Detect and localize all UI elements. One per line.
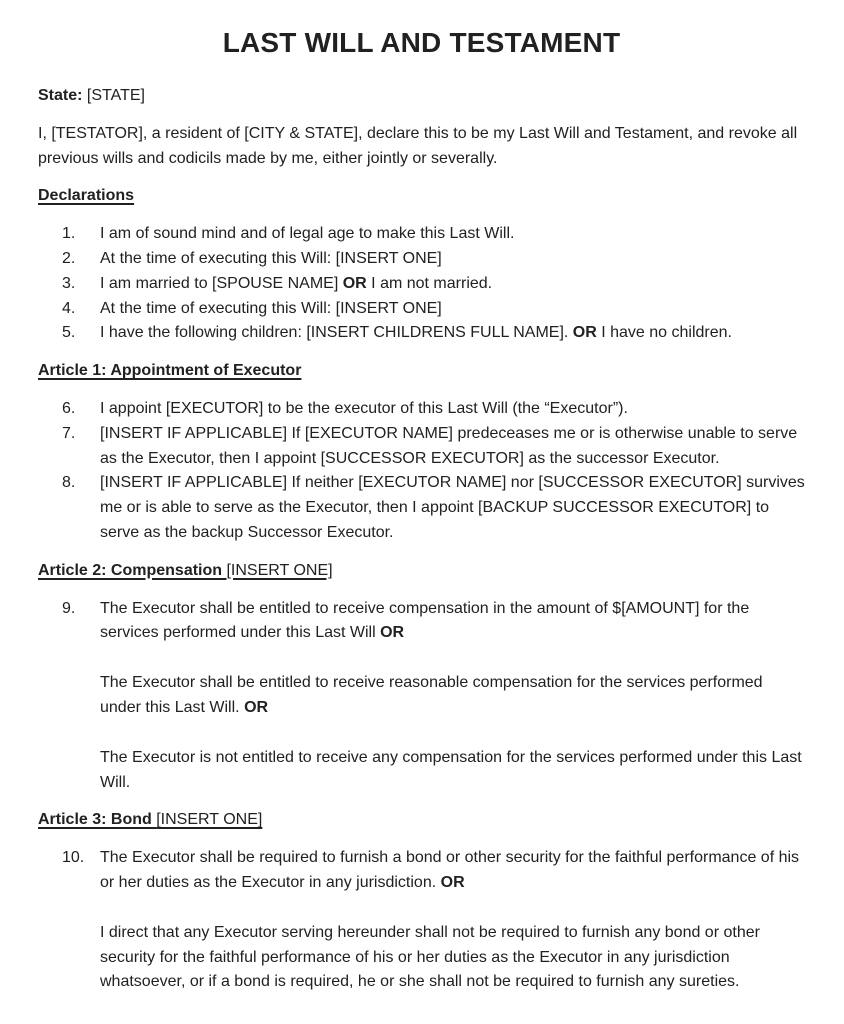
text-run: I have no children. [596, 324, 732, 342]
list-item-number: 1. [62, 225, 76, 243]
list-item-paragraphs [100, 846, 805, 995]
article-3-list [38, 846, 805, 995]
bold-text-run: Article 1: Appointment of Executor [38, 362, 302, 380]
text-run: The Executor shall be entitled to receive reasonable compensation for the services performed under this Last Will. [100, 674, 763, 716]
list-item-number: 2. [62, 249, 76, 267]
text-run: The Executor is not entitled to receive any compensation for the services performed under this Last Will. [100, 748, 802, 791]
list-item-paragraphs [100, 297, 805, 322]
list-item-paragraphs [100, 597, 805, 796]
list-item-paragraph [100, 471, 805, 545]
article-1-heading [38, 359, 805, 384]
list-item-paragraphs [100, 422, 805, 472]
document-title: LAST WILL AND TESTAMENT [222, 27, 621, 58]
article-1-list [38, 397, 805, 546]
list-item [62, 597, 805, 796]
list-item-paragraphs [100, 247, 805, 272]
list-item-paragraph [100, 272, 805, 297]
text-run: At the time of executing this Will: [INSERT ONE] [100, 249, 442, 267]
list-item-number: 4. [62, 299, 76, 317]
list-item-paragraph [100, 222, 805, 247]
text-run: The Executor shall be required to furnish a bond or other security for the faithful performance of his or her duties as the Executor in any jurisdiction. [100, 849, 800, 891]
declarations-heading [38, 184, 805, 209]
list-item-number: 3. [62, 274, 76, 292]
bold-text-run: Article 2: Compensation [38, 561, 227, 579]
list-item [62, 297, 805, 322]
list-item-paragraphs [100, 272, 805, 297]
bold-text-run: OR [342, 274, 367, 292]
bold-text-run: Declarations [38, 187, 135, 205]
list-item-number: 9. [62, 599, 76, 617]
list-item [62, 422, 805, 472]
bold-text-run: OR [380, 624, 405, 642]
list-item-paragraphs [100, 471, 805, 545]
text-run: [INSERT ONE] [156, 811, 263, 829]
text-run: At the time of executing this Will: [INSERT ONE] [100, 299, 442, 317]
list-item-paragraph [100, 247, 805, 272]
text-run: I am of sound mind and of legal age to make this Last Will. [100, 225, 515, 243]
text-run: [INSERT IF APPLICABLE] If neither [EXECUTOR NAME] nor [SUCCESSOR EXECUTOR] survives me or is able to serve as the Executor, then I appoint [BACKUP SUCCESSOR EXECUTOR] to serve as the backup Successor Executor. [100, 474, 805, 541]
list-item-paragraph [100, 321, 805, 346]
bold-text-run: State: [38, 87, 87, 104]
list-item-paragraph [100, 846, 805, 896]
text-run: [INSERT ONE] [226, 561, 333, 579]
text-run: [INSERT IF APPLICABLE] If [EXECUTOR NAME] predeceases me or is otherwise unable to serve as the Executor, then I appoint [SUCCESSOR EXECUTOR] as the successor Executor. [100, 424, 798, 467]
bold-text-run: OR [244, 698, 269, 716]
list-item-paragraph [100, 671, 805, 721]
text-run: I appoint [EXECUTOR] to be the executor of this Last Will (the “Executor”). [100, 399, 628, 417]
bold-text-run: OR [572, 324, 597, 342]
list-item-paragraph [100, 297, 805, 322]
list-item-paragraphs [100, 222, 805, 247]
text-run: I am married to [SPOUSE NAME] [100, 274, 343, 292]
list-item [62, 321, 805, 346]
list-item-paragraph [100, 921, 805, 995]
bold-text-run: Article 3: Bond [38, 811, 157, 829]
list-item-paragraph [100, 422, 805, 472]
article-3-heading [38, 808, 805, 833]
declarations-list [38, 222, 805, 346]
list-item-paragraphs [100, 397, 805, 422]
list-item-number: 7. [62, 424, 76, 442]
text-run: I, [TESTATOR], a resident of [CITY & STATE], declare this to be my Last Will and Testament, and revoke all previous wills and codicils made by me, either jointly or severally. [38, 124, 798, 167]
list-item-number: 5. [62, 324, 76, 342]
list-item-number: 10. [62, 849, 85, 867]
list-item-number: 8. [62, 474, 76, 492]
text-run: The Executor shall be entitled to receive compensation in the amount of $[AMOUNT] for the services performed under this Last Will [100, 599, 750, 642]
text-run: I have the following children: [INSERT CHILDRENS FULL NAME]. [100, 324, 573, 342]
list-item [62, 247, 805, 272]
list-item [62, 471, 805, 545]
document-body [38, 84, 805, 995]
list-item-paragraphs [100, 321, 805, 346]
list-item [62, 222, 805, 247]
article-2-heading [38, 559, 805, 584]
text-run: I direct that any Executor serving hereunder shall not be required to furnish any bond or other security for the faithful performance of his or her duties as the Executor in any jurisdiction whatsoever, or if a bond is required, he or she shall not be required to furnish any sureties. [100, 923, 760, 991]
state-line [38, 84, 805, 109]
bold-text-run: OR [440, 873, 465, 891]
text-run: [STATE] [86, 87, 145, 104]
text-run: I am not married. [366, 274, 493, 292]
article-2-list [38, 597, 805, 796]
list-item [62, 272, 805, 297]
list-item-number: 6. [62, 399, 76, 417]
intro-paragraph [38, 122, 805, 172]
list-item-paragraph [100, 597, 805, 647]
list-item [62, 397, 805, 422]
list-item [62, 846, 805, 995]
list-item-paragraph [100, 746, 805, 796]
list-item-paragraph [100, 397, 805, 422]
